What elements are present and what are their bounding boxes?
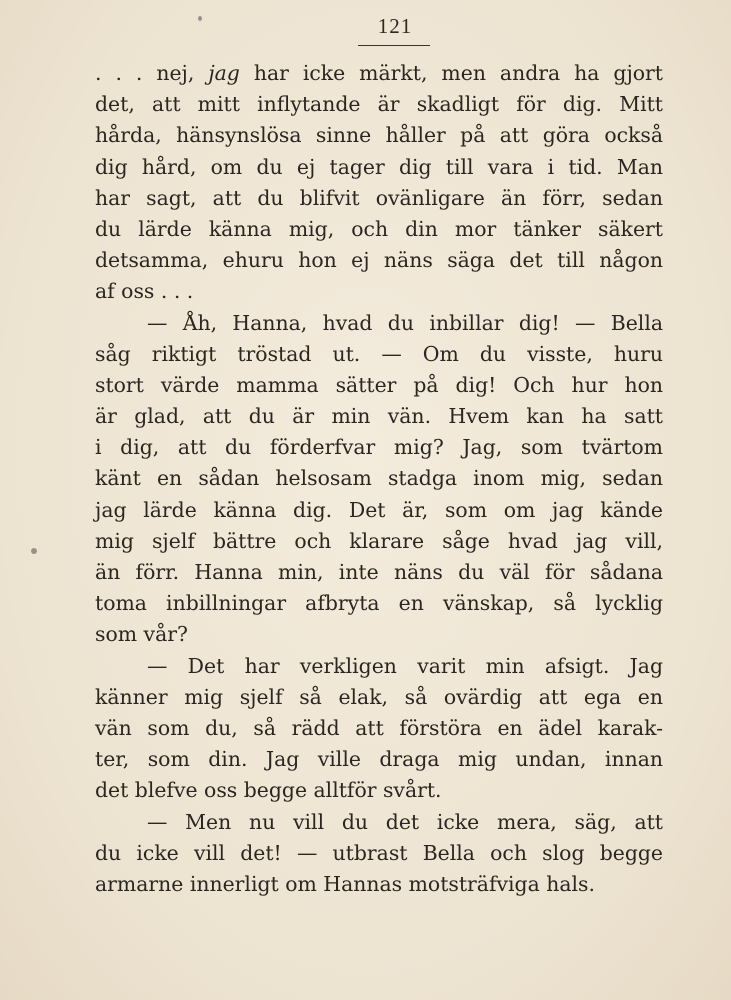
text-line: — Åh, Hanna, hvad du inbillar dig! — Bella (147, 310, 663, 335)
body-text (95, 58, 663, 900)
text-line: detsamma, ehuru hon ej näns säga det till någon (95, 248, 663, 273)
text-line: toma inbillningar afbryta en vänskap, så lycklig (95, 591, 663, 616)
text-line: har sagt, att du blifvit ovänligare än förr, sedan (95, 185, 663, 210)
text-line: du icke vill det! — utbrast Bella och slog begge (95, 840, 663, 865)
text-line: af oss . . . (95, 279, 194, 304)
text-line: det blefve oss begge alltför svårt. (95, 778, 442, 803)
text-line: jag lärde känna dig. Det är, som om jag kände (95, 497, 663, 522)
text-line: . . . nej, jag har icke märkt, men andra ha gjort (95, 61, 663, 85)
text-line: dig hård, om du ej tager dig till vara i tid. Man (95, 154, 663, 179)
text-line: känt en sådan helsosam stadga inom mig, sedan (95, 466, 663, 491)
ink-speck (31, 548, 37, 554)
text-line: är glad, att du är min vän. Hvem kan ha satt (95, 404, 663, 429)
text-line: armarne innerligt om Hannas motsträfviga hals. (95, 871, 595, 896)
text-line: mig sjelf bättre och klarare såge hvad jag vill, (95, 528, 663, 553)
text-line: du lärde känna mig, och din mor tänker säkert (95, 216, 663, 241)
text-line: stort värde mamma sätter på dig! Och hur hon (95, 372, 663, 397)
text-line: det, att mitt inflytande är skadligt för dig. Mitt (95, 92, 663, 117)
text-line: — Det har verkligen varit min afsigt. Jag (147, 653, 663, 678)
ink-speck (198, 16, 202, 21)
page-number: 121 (377, 14, 413, 38)
emphasis: jag (208, 61, 240, 85)
text-line: hårda, hänsynslösa sinne håller på att göra också (95, 123, 663, 148)
text-line: än förr. Hanna min, inte näns du väl för sådana (95, 560, 663, 584)
text-line: som vår? (95, 622, 188, 647)
text-line: såg riktigt tröstad ut. — Om du visste, huru (95, 341, 663, 366)
text-line: i dig, att du förderfvar mig? Jag, som tvärtom (95, 435, 663, 460)
text-line: känner mig sjelf så elak, så ovärdig att ega en (95, 684, 663, 709)
text-line: — Men nu vill du det icke mera, säg, att (147, 809, 663, 834)
header-rule (358, 45, 430, 46)
text-line: vän som du, så rädd att förstöra en ädel karak- (95, 715, 663, 740)
text-line: ter, som din. Jag ville draga mig undan, innan (95, 747, 663, 772)
